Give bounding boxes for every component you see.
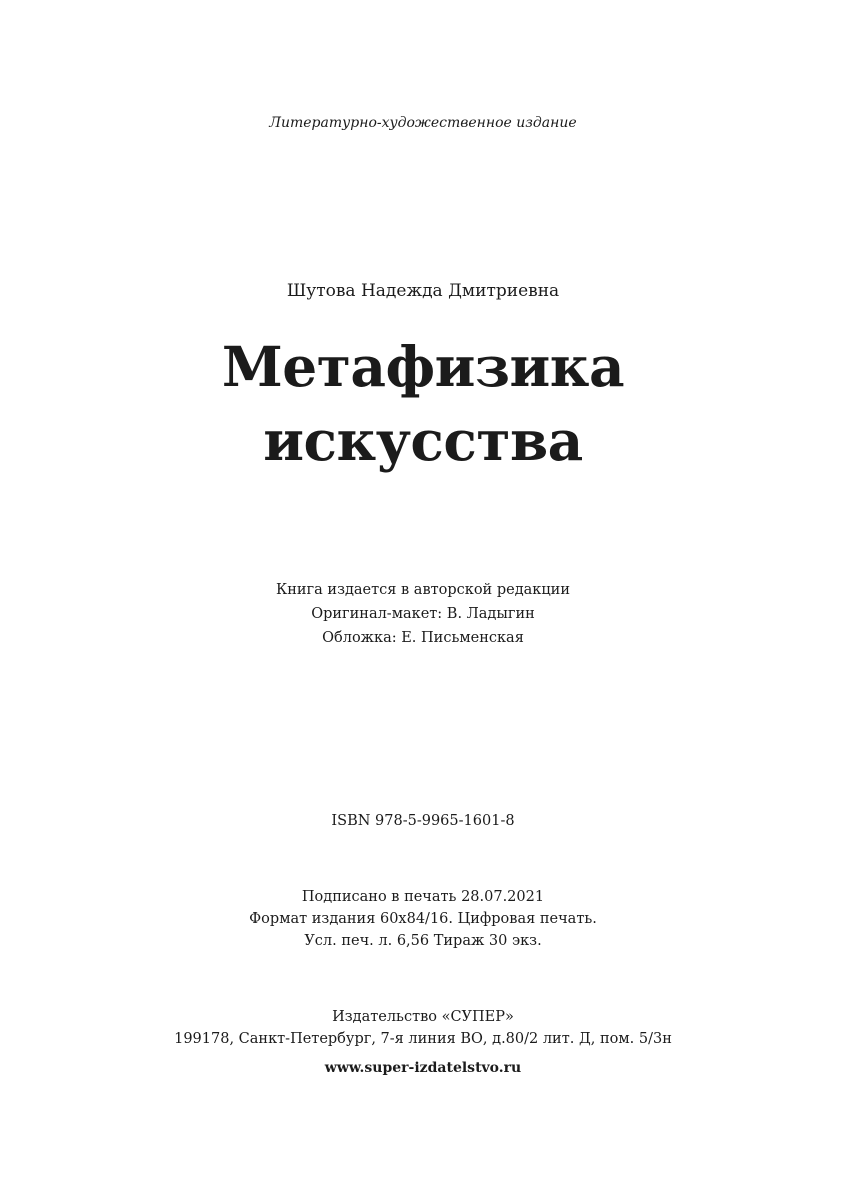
print-format: Формат издания 60х84/16. Цифровая печать. <box>249 911 597 927</box>
author-name: Шутова Надежда Дмитриевна <box>286 281 560 301</box>
layout-credit: Оригинал-макет: В. Ладыгин <box>311 606 535 622</box>
imprint-block <box>0 886 846 952</box>
isbn: ISBN 978-5-9965-1601-8 <box>331 813 515 829</box>
credits-block <box>0 578 846 650</box>
book-title-line-1: Метафизика <box>221 334 625 399</box>
print-date: Подписано в печать 28.07.2021 <box>301 889 545 905</box>
publisher-address: 199178, Санкт-Петербург, 7-я линия ВО, д.80/2 лит. Д, пом. 5/3н <box>174 1031 672 1047</box>
book-title <box>0 330 846 478</box>
publisher-block <box>0 1006 846 1050</box>
book-title-line-2: искусства <box>263 408 583 473</box>
publisher-website-link[interactable]: www.super-izdatelstvo.ru <box>324 1060 522 1076</box>
publisher-name: Издательство «СУПЕР» <box>332 1009 514 1025</box>
genre-label: Литературно-художественное издание <box>269 115 577 131</box>
print-run: Усл. печ. л. 6,56 Тираж 30 экз. <box>304 933 542 949</box>
cover-credit: Обложка: Е. Письменская <box>322 630 524 646</box>
edition-note: Книга издается в авторской редакции <box>276 582 570 598</box>
